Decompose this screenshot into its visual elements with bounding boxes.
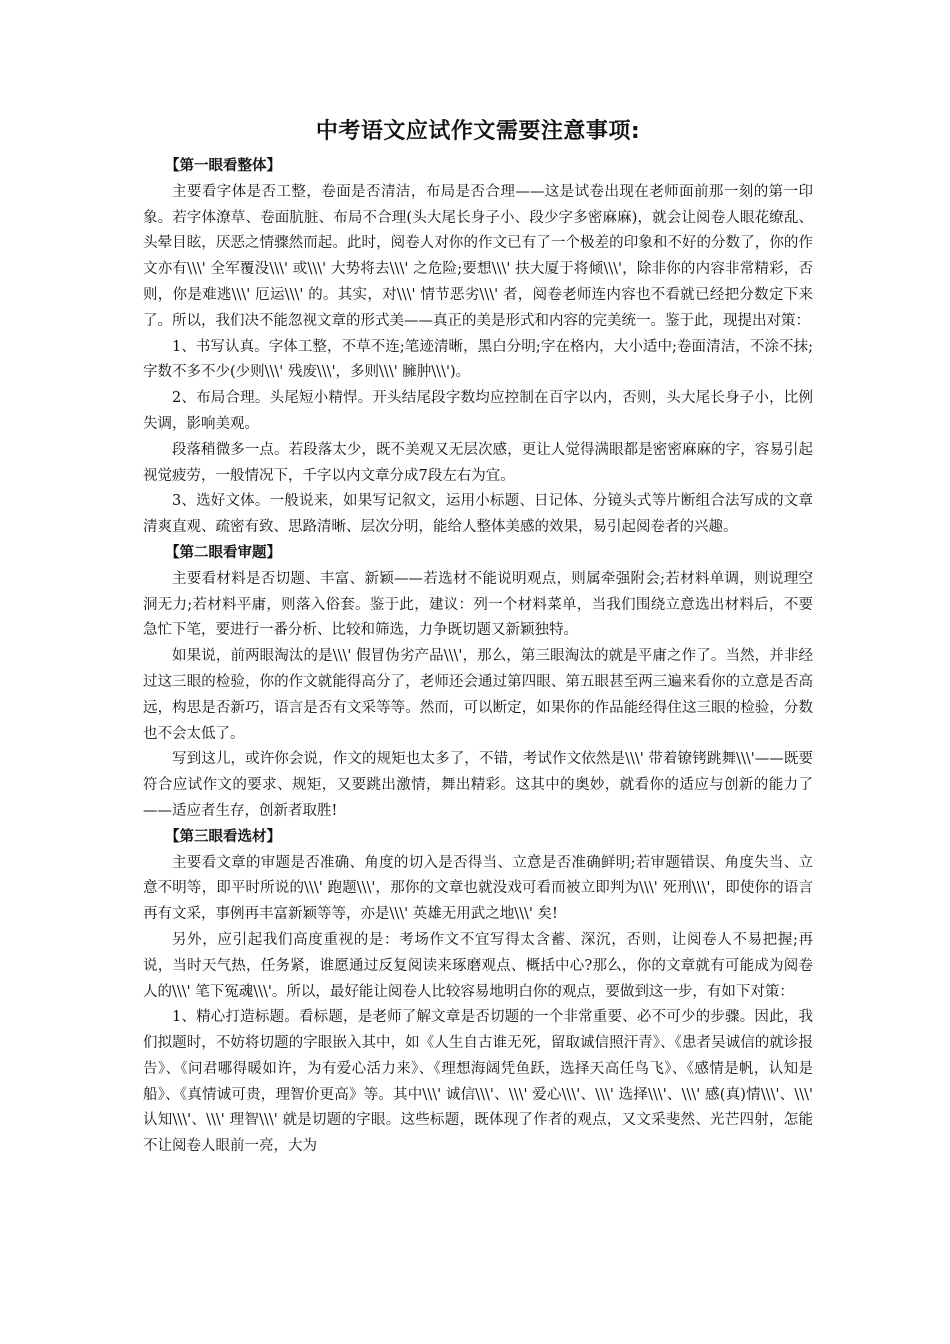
paragraph: 如果说，前两眼淘汰的是\\\' 假冒伪劣产品\\\'，那么，第三眼淘汰的就是平庸之作了。当然，并非经过这三眼的检验，你的作文就能得高分了，老师还会通过第四眼、第五眼甚至两三遍来看你的立意是否高远，构思是否新巧，语言是否有文采等等。然而，可以断定，如果你的作品能经得住这三眼的检验，分数也不会太低了。 <box>143 648 813 742</box>
paragraph: 主要看文章的审题是否准确、角度的切入是否得当、立意是否准确鲜明;若审题错误、角度失当、立意不明等，即平时所说的\\\' 跑题\\\'，那你的文章也就没戏可看而被立即判为\\\' 死刑\\\'，即使你的语言再有文采，事例再丰富新颖等等，亦是\\\' 英雄无用武之地\\\' 矣! <box>143 854 813 923</box>
paragraph: 1、精心打造标题。看标题，是老师了解文章是否切题的一个非常重要、必不可少的步骤。因此，我们拟题时，不妨将切题的字眼嵌入其中，如《人生自古谁无死，留取诚信照汗青》、《患者吴诚信的就诊报告》、《问君哪得暖如许，为有爱心活力来》、《理想海阔凭鱼跃，选择天高任鸟飞》、《感情是帆，认知是船》、《真情诚可贵，理智价更高》等。其中\\\' 诚信\\\'、\\\' 爱心\\\'、\\\' 选择\\\'、\\\' 感(真)情\\\'、\\\' 认知\\\'、\\\' 理智\\\' 就是切题的字眼。这些标题，既体现了作者的观点，又文采斐然、光芒四射，怎能不让阅卷人眼前一亮，大为 <box>143 1009 813 1155</box>
section-heading: 【第一眼看整体】 <box>165 158 281 174</box>
paragraph: 写到这儿，或许你会说，作文的规矩也太多了，不错，考试作文依然是\\\' 带着镣铐跳舞\\\'——既要符合应试作文的要求、规矩，又要跳出激情，舞出精彩。这其中的奥妙，就看你的适应与创新的能力了——适应者生存，创新者取胜! <box>143 751 813 819</box>
paragraph: 段落稍微多一点。若段落太少，既不美观又无层次感，更让人觉得满眼都是密密麻麻的字，容易引起视觉疲劳，一般情况下，千字以内文章分成7段左右为宜。 <box>143 441 813 484</box>
section-material-selection <box>143 825 813 1160</box>
section-overall <box>143 154 813 541</box>
paragraph: 主要看材料是否切题、丰富、新颖——若选材不能说明观点，则属牵强附会;若材料单调，则说理空洞无力;若材料平庸，则落入俗套。鉴于此，建议：列一个材料菜单，当我们围绕立意选出材料后，不要急忙下笔，要进行一番分析、比较和筛选，力争既切题又新颖独特。 <box>143 570 813 639</box>
paragraph: 另外，应引起我们高度重视的是：考场作文不宜写得太含蓄、深沉，否则，让阅卷人不易把握;再说，当时天气热，任务紧，谁愿通过反复阅读来琢磨观点、概括中心?那么，你的文章就有可能成为阅卷人的\\\' 笔下冤魂\\\'。所以，最好能让阅卷人比较容易地明白你的观点，要做到这一步，有如下对策： <box>143 931 813 1000</box>
paragraph: 1、书写认真。字体工整，不草不连;笔迹清晰，黑白分明;字在格内，大小适中;卷面清洁，不涂不抹;字数不多不少(少则\\\' 残废\\\'，多则\\\' 臃肿\\\')。 <box>143 338 813 381</box>
document-title: 中考语文应试作文需要注意事项: <box>315 119 641 144</box>
section-heading: 【第三眼看选材】 <box>165 828 281 845</box>
section-heading: 【第二眼看审题】 <box>165 544 281 561</box>
paragraph: 2、布局合理。头尾短小精悍。开头结尾段字数均应控制在百字以内，否则，头大尾长身子小，比例失调，影响美观。 <box>143 390 813 432</box>
document-page <box>143 112 813 1160</box>
paragraph: 主要看字体是否工整，卷面是否清洁，布局是否合理——这是试卷出现在老师面前那一刻的第一印象。若字体潦草、卷面肮脏、布局不合理(头大尾长身子小、段少字多密麻麻)，就会让阅卷人眼花缭乱、头晕目眩，厌恶之情骤然而起。此时，阅卷人对你的作文已有了一个极差的印象和不好的分数了，你的作文亦有\\\' 全军覆没\\\' 或\\\' 大势将去\\\' 之危险;要想\\\' 扶大厦于将倾\\\'，除非你的内容非常精彩，否则，你是难逃\\\' 厄运\\\' 的。其实，对\\\' 情节恶劣\\\' 者，阅卷老师连内容也不看就已经把分数定下来了。所以，我们决不能忽视文章的形式美——真正的美是形式和内容的完美统一。鉴于此，现提出对策： <box>143 183 813 329</box>
paragraph: 3、选好文体。一般说来，如果写记叙文，运用小标题、日记体、分镜头式等片断组合法写成的文章清爽直观、疏密有致、思路清晰、层次分明，能给人整体美感的效果，易引起阅卷者的兴趣。 <box>143 493 813 536</box>
section-topic-review <box>143 541 813 825</box>
